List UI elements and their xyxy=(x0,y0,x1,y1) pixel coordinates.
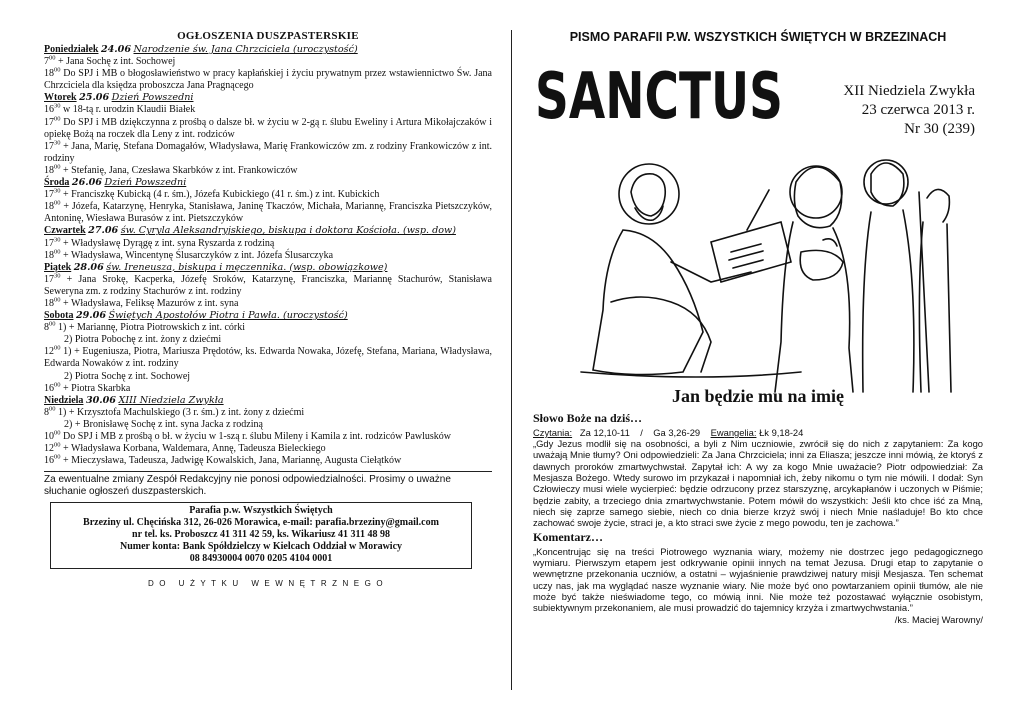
mass-intention xyxy=(44,189,492,201)
day-feast: Dzień Powszedni xyxy=(104,177,187,189)
commentary-text xyxy=(533,545,983,625)
intention-text: 2) Piotra Sochę z int. Sochowej xyxy=(64,370,191,382)
mass-minutes: 00 xyxy=(54,441,61,449)
day-heading xyxy=(44,395,492,407)
sunday-name: XII Niedziela Zwykła xyxy=(843,83,975,99)
mass-intention xyxy=(44,56,492,68)
gospel-text: „Gdy Jezus modlił się na osobności, a byli z Nim uczniowie, zwrócił się do nich z zapytaniem: Za kogo uważają Mnie tłumy? Oni odpowiedzieli: Za Jana Chrzciciela; inni za Eliasza; jeszcze inni mówią, że ktoryś z dawnych proroków zmartwychwstał. Zapytał ich: A wy za kogo Mnie uważacie? Piotr odpowiedział: Za Mesjasza Bożego. Wtedy surowo im przykazał i napomniał ich, żeby nikomu o tym nie mówili. I dodał: Syn Człowieczy musi wiele wycierpieć: będzie odrzucony przez starszyznę, arcykapłanów i uczonych w Piśmie; będzie zabity, a trzeciego dnia zmartwychwstanie. Potem mówił do wszystkich: Jeśli kto chce iść za Mną, niech się zaprze samego siebie, niech co dnia bierze krzyż swój i niech Mnie naśladuje! Bo kto chce zachować swoje życie, straci je, a kto straci swe życie z mego powodu, ten je zachowa.” xyxy=(533,438,983,529)
intention-text: + Józefa, Katarzynę, Henryka, Stanisława, Janinę Tkaczów, Michała, Mariannę, Franciszka Pietszczyków, Antoninę, Wiesława Burasów z int. Pietszczyków xyxy=(44,201,492,225)
mass-hour: 16 xyxy=(44,455,54,467)
announcements-title: OGŁOSZENIA DUSZPASTERSKIE xyxy=(177,30,359,42)
mass-intention xyxy=(44,322,492,334)
day-date: 29.06 xyxy=(75,310,106,322)
day-heading xyxy=(44,310,492,322)
parish-name: Parafia p.w. Wszystkich Świętych xyxy=(189,505,333,517)
gospel-ref: Łk 9,18-24 xyxy=(759,427,804,438)
responsibility-notice: Za ewentualne zmiany Zespół Redakcyjny nie ponosi odpowiedzialności. Prosimy o uważne słuchanie ogłoszeń duszpasterskich. xyxy=(44,474,451,498)
day-heading xyxy=(44,177,492,189)
mass-intention xyxy=(44,334,492,346)
day-name: Piątek xyxy=(44,261,72,273)
mass-minutes: 00 xyxy=(54,345,61,353)
mass-hour: 18 xyxy=(44,297,54,309)
intention-text: + Stefanię, Jana, Czesława Skarbków z int. Frankowiczów xyxy=(60,164,298,176)
mass-hour: 12 xyxy=(44,443,54,455)
intention-text: + Władysławę Dyrągę z int. syna Ryszarda z rodziną xyxy=(60,237,275,249)
mass-intention xyxy=(44,274,492,298)
sanctus-logo xyxy=(535,54,785,134)
intention-text: + Jana, Marię, Stefana Domagałów, Władysława, Marię Frankowiczów zm. z rodziny Frankowiczów z int. rodziny xyxy=(44,140,492,164)
mass-intention xyxy=(44,165,492,177)
mass-minutes: 00 xyxy=(54,66,61,74)
mass-intention xyxy=(44,104,492,116)
readings-section xyxy=(533,411,983,625)
column-divider xyxy=(511,30,512,690)
intention-text: + Władysława, Feliksę Mazurów z int. syna xyxy=(60,297,239,309)
intention-text: + Piotra Skarbka xyxy=(60,382,131,394)
halo-icon xyxy=(790,166,842,218)
mass-intention xyxy=(44,238,492,250)
mass-hour: 16 xyxy=(44,104,54,116)
intention-text: + Franciszkę Kubicką (4 r. śm.), Józefa Kubickiego (41 r. śm.) z int. Kubickich xyxy=(60,189,380,201)
mass-hour: 18 xyxy=(44,164,54,176)
headline: Jan będzie mu na imię xyxy=(671,386,844,406)
bulletin-front-column xyxy=(533,30,983,625)
second-reading: Ga 3,26-29 xyxy=(653,427,701,438)
mass-hour: 18 xyxy=(44,201,54,213)
intention-text: + Jana Sochę z int. Sochowej xyxy=(55,56,176,68)
writing-tablet-icon xyxy=(711,222,791,282)
intention-text: 1) + Eugeniusza, Piotra, Mariusza Prędotów, ks. Edwarda Nowaka, Józefę, Stefana, Mariana, Władysława, Edwarda Nowaków z int. rodziny xyxy=(44,346,492,370)
intention-text: 2) + Bronisławę Sochę z int. syna Jacka z rodziną xyxy=(64,418,263,430)
gospel-label: Ewangelia: xyxy=(710,427,757,438)
day-name: Niedziela xyxy=(44,394,84,406)
mass-hour: 10 xyxy=(44,431,54,442)
mass-intention xyxy=(44,141,492,165)
mass-intention xyxy=(44,371,492,383)
commentary-title: Komentarz… xyxy=(533,529,603,544)
day-name: Wtorek xyxy=(44,92,77,104)
mass-minutes: 00 xyxy=(54,163,61,171)
mass-minutes: 00 xyxy=(54,453,61,461)
day-date: 24.06 xyxy=(100,44,131,55)
announcements-column xyxy=(44,30,492,588)
mass-hour: 12 xyxy=(44,346,54,358)
intention-text: 1) + Krzysztofa Machulskiego (3 r. śm.) z int. żony z dziećmi xyxy=(55,406,305,418)
bank-account-label: Numer konta: Bank Spółdzielczy w Kielcach Oddział w Morawicy xyxy=(119,541,403,553)
mass-minutes: 00 xyxy=(54,381,61,389)
intention-text: + Władysława Korbana, Waldemara, Annę, Tadeusza Bieleckiego xyxy=(60,443,326,455)
intention-text: + Jana Srokę, Kacperka, Józefę Sroków, Katarzynę, Franciszka, Mariannę Stachurów, Stanisława Seweryna zm. z rodziny Stachurów z int. rodziny xyxy=(44,273,492,297)
sanctus-logo-text: SANCTUS xyxy=(535,60,783,134)
intention-text: Do SPJ i MB dziękczynna z prośbą o dalsze bł. w życiu w 2-gą r. ślubu Eweliny i Artura Mikołajczaków i opiekę Bożą na roczek dla Leny z int. rodziców xyxy=(44,116,492,140)
mass-minutes: 00 xyxy=(54,429,61,437)
mass-minutes: 30 xyxy=(54,103,61,111)
day-feast: Narodzenie św. Jana Chrzciciela (uroczystość) xyxy=(133,44,358,55)
day-heading xyxy=(44,92,492,104)
first-reading: Za 12,10-11 xyxy=(579,427,630,438)
intention-text: + Władysława, Wincentynę Ślusarczyków z int. Józefa Ślusarczyka xyxy=(60,249,334,261)
bank-account-number: 08 84930004 0070 0205 4104 0001 xyxy=(189,553,333,565)
mass-hour: 16 xyxy=(44,382,54,394)
mass-intention xyxy=(44,443,492,455)
mass-intention xyxy=(44,298,492,310)
mass-minutes: 00 xyxy=(54,248,61,256)
mass-minutes: 30 xyxy=(54,139,61,147)
intention-text: Do SPJ i MB o błogosławieństwo w pracy kapłańskiej i życiu prywatnym przez wstawiennictwo Św. Jana Chrzciciela dla księdza proboszcza Jana Pragnącego xyxy=(44,68,492,92)
mass-intention xyxy=(44,68,492,92)
mass-hour: 8 xyxy=(44,322,49,334)
mass-hour: 8 xyxy=(44,406,49,418)
day-name: Czwartek xyxy=(44,225,86,237)
mass-hour: 17 xyxy=(44,189,54,201)
parish-phones: nr tel. ks. Proboszcz 41 311 42 59, ks. Wikariusz 41 311 48 98 xyxy=(132,529,390,541)
day-name: Sobota xyxy=(44,310,74,322)
day-name: Środa xyxy=(44,177,70,189)
internal-use-footer: DO UŻYTKU WEWNĘTRZNEGO xyxy=(147,579,389,589)
day-heading xyxy=(44,225,492,237)
mass-intention xyxy=(44,431,492,443)
mass-hour: 17 xyxy=(44,116,54,128)
day-date: 30.06 xyxy=(85,394,116,406)
mass-intention xyxy=(44,117,492,141)
word-of-god-title: Słowo Boże na dziś… xyxy=(533,411,643,425)
day-date: 26.06 xyxy=(71,177,102,189)
mass-minutes: 30 xyxy=(54,236,61,244)
parish-contact-box xyxy=(50,502,472,569)
mass-intention xyxy=(44,455,492,467)
issue-info xyxy=(843,82,975,139)
readings-line xyxy=(533,427,983,438)
mass-hour: 17 xyxy=(44,273,54,285)
reading-separator: / xyxy=(640,427,643,438)
day-heading xyxy=(44,44,492,56)
parish-address: Brzeziny ul. Chęcińska 312, 26-026 Morawica, e-mail: parafia.brzeziny@gmail.com xyxy=(83,517,439,529)
mass-hour: 18 xyxy=(44,68,54,80)
masthead xyxy=(533,44,983,154)
mass-hour: 17 xyxy=(44,140,54,152)
intention-text: w 18-tą r. urodzin Klaudii Białek xyxy=(60,104,196,116)
mass-intention xyxy=(44,419,492,431)
commentary-author: /ks. Maciej Warowny/ xyxy=(894,613,983,625)
mass-hour: 17 xyxy=(44,237,54,249)
day-feast: św. Ireneusza, biskupa i męczennika. (wsp. obowiązkowe) xyxy=(106,261,388,273)
day-heading xyxy=(44,262,492,274)
day-feast: św. Cyryla Aleksandryjskiego, biskupa i doktora Kościoła. (wsp. dow) xyxy=(120,225,456,237)
announcements-list xyxy=(44,44,492,467)
infant-icon xyxy=(800,250,843,280)
day-date: 25.06 xyxy=(79,92,110,104)
commentary-body: „Koncentrując się na treści Piotrowego wyznania wiary, możemy nie dostrzec jego pedagogicznego wymiaru. Pierwszym etapem jest odkrywanie opinii innych na temat Jezusa. Drugi etap to zapytanie o wewnętrzne przekonania uczniów, a ostatni – wyjaśnienie prawdziwej natury misji Mesjasza. Ten schemat uczy nas, jak ma wyglądać nasze wyznanie wiary. Nie może być ono powtarzaniem opinii tłumów, ale nie może być także nieświadome tego, co mówią inni. Nie może też pozostawać wyłącznie osobistym, subiektywnym przekonaniem, ale musi prowadzić do tajemnicy krzyża i zmartwychwstania.” xyxy=(533,545,983,614)
zechariah-naming-john-illustration xyxy=(571,152,951,402)
intention-text: 2) Piotra Pobochę z int. żony z dziećmi xyxy=(64,334,222,346)
day-feast: Dzień Powszedni xyxy=(111,92,194,104)
readings-label: Czytania: xyxy=(533,427,573,438)
intention-text: 1) + Mariannę, Piotra Piotrowskich z int. córki xyxy=(55,322,245,334)
intention-text: Do SPJ i MB z prośbą o bł. w życiu w 1-szą r. ślubu Mileny i Kamila z int. rodziców Pawlusków xyxy=(60,431,452,442)
bulletin-header: PISMO PARAFII P.W. WSZYSTKICH ŚWIĘTYCH W BRZEZINACH xyxy=(569,30,947,44)
divider xyxy=(44,471,492,472)
mass-hour: 18 xyxy=(44,249,54,261)
mass-intention xyxy=(44,201,492,225)
intention-text: + Mieczysława, Tadeusza, Jadwigę Kowalskich, Jana, Mariannę, Augusta Ciełątków xyxy=(60,455,402,467)
mass-minutes: 00 xyxy=(54,115,61,123)
issue-date: 23 czerwca 2013 r. xyxy=(861,102,975,118)
mass-minutes: 00 xyxy=(54,199,61,207)
mass-minutes: 30 xyxy=(54,187,61,195)
mass-intention xyxy=(44,346,492,370)
issue-number: Nr 30 (239) xyxy=(904,121,975,137)
mass-intention xyxy=(44,407,492,419)
mass-minutes: 00 xyxy=(49,54,56,62)
mass-hour: 7 xyxy=(44,56,49,68)
mass-minutes: 00 xyxy=(54,296,61,304)
day-feast: Świętych Apostołów Piotra i Pawła. (uroczystość) xyxy=(108,310,348,322)
day-name: Poniedziałek xyxy=(44,44,99,55)
mass-minutes: 00 xyxy=(49,405,56,413)
mass-minutes: 00 xyxy=(49,320,56,328)
pen-icon xyxy=(747,190,769,230)
day-date: 28.06 xyxy=(73,261,104,273)
day-feast: XIII Niedziela Zwykła xyxy=(118,394,224,406)
day-date: 27.06 xyxy=(88,225,119,237)
mass-intention xyxy=(44,383,492,395)
mass-intention xyxy=(44,250,492,262)
mass-minutes: 30 xyxy=(54,272,61,280)
